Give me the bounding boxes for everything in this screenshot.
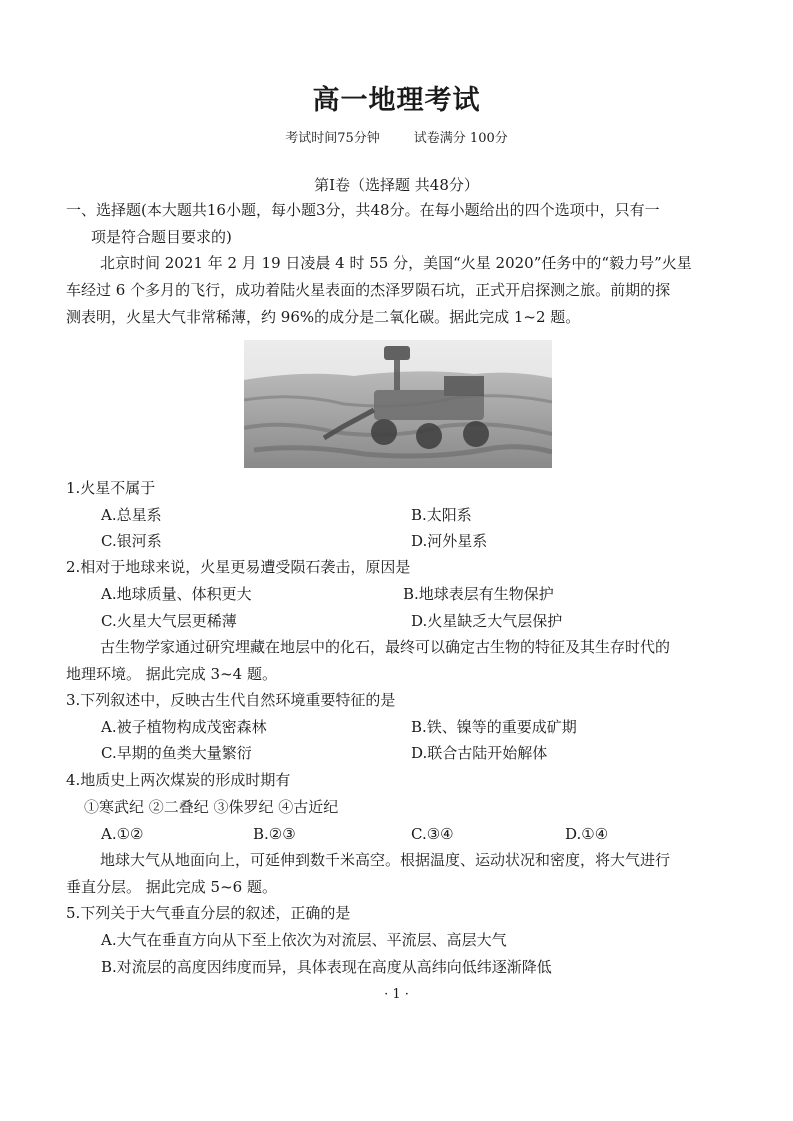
- q3-option-b: B.铁、镍等的重要成矿期: [411, 718, 577, 736]
- q2-option-c: C.火星大气层更稀薄: [101, 612, 237, 630]
- q2-option-d: D.火星缺乏大气层保护: [411, 612, 563, 630]
- passage2-line-2: 地理环境。 据此完成 3~4 题。: [66, 665, 277, 683]
- q5-option-a: A.大气在垂直方向从下至上依次为对流层、平流层、高层大气: [101, 931, 507, 949]
- instructions-line-2: 项是符合题目要求的): [91, 228, 232, 246]
- q1-option-c: C.银河系: [101, 532, 162, 550]
- passage1-line-2: 车经过 6 个多月的飞行，成功着陆火星表面的杰泽罗陨石坑，正式开启探测之旅。前期的探: [66, 281, 671, 299]
- passage1-line-1: 北京时间 2021 年 2 月 19 日凌晨 4 时 55 分，美国“火星 2020”任务中的“毅力号”火星: [100, 254, 692, 272]
- q4-option-a: A.①②: [101, 825, 144, 843]
- exam-meta: [0, 127, 793, 146]
- q5-stem: 5.下列关于大气垂直分层的叙述，正确的是: [66, 904, 351, 922]
- q4-option-c: C.③④: [411, 825, 454, 843]
- q1-option-d: D.河外星系: [411, 532, 488, 550]
- page-number: · 1 ·: [384, 987, 409, 1002]
- exam-score: 试卷满分 100分: [413, 131, 508, 146]
- q4-items: ①寒武纪 ②二叠纪 ③侏罗纪 ④古近纪: [84, 798, 339, 816]
- q2-option-a: A.地球质量、体积更大: [101, 585, 252, 603]
- q2-option-b: B.地球表层有生物保护: [403, 585, 554, 603]
- q1-option-a: A.总星系: [101, 506, 162, 524]
- passage3-line-1: 地球大气从地面向上，可延伸到数千米高空。根据温度、运动状况和密度，将大气进行: [100, 851, 671, 869]
- q3-option-d: D.联合古陆开始解体: [411, 744, 548, 762]
- q3-option-c: C.早期的鱼类大量繁衍: [101, 744, 252, 762]
- q4-option-d: D.①④: [565, 825, 609, 843]
- passage2-line-1: 古生物学家通过研究埋藏在地层中的化石，最终可以确定古生物的特征及其生存时代的: [100, 638, 671, 656]
- q3-stem: 3.下列叙述中，反映古生代自然环境重要特征的是: [66, 691, 396, 709]
- q1-option-b: B.太阳系: [411, 506, 472, 524]
- instructions-line-1: 一、选择题(本大题共16小题，每小题3分，共48分。在每小题给出的四个选项中，只有一: [66, 201, 660, 219]
- q1-stem: 1.火星不属于: [66, 479, 156, 497]
- exam-title: 高一地理考试: [312, 85, 481, 116]
- exam-time: 考试时间75分钟: [285, 131, 380, 146]
- q3-option-a: A.被子植物构成茂密森林: [101, 718, 267, 736]
- q4-option-b: B.②③: [253, 825, 296, 843]
- q5-option-b: B.对流层的高度因纬度而异，具体表现在高度从高纬向低纬逐渐降低: [101, 958, 552, 976]
- mars-rover-photo: [244, 340, 552, 468]
- passage3-line-2: 垂直分层。 据此完成 5~6 题。: [66, 878, 277, 896]
- passage1-line-3: 测表明，火星大气非常稀薄，约 96%的成分是二氧化碳。据此完成 1~2 题。: [66, 308, 581, 326]
- q2-stem: 2.相对于地球来说，火星更易遭受陨石袭击，原因是: [66, 558, 411, 576]
- q4-stem: 4.地质史上两次煤炭的形成时期有: [66, 771, 291, 789]
- section-heading: 第Ⅰ卷（选择题 共48分）: [314, 176, 479, 194]
